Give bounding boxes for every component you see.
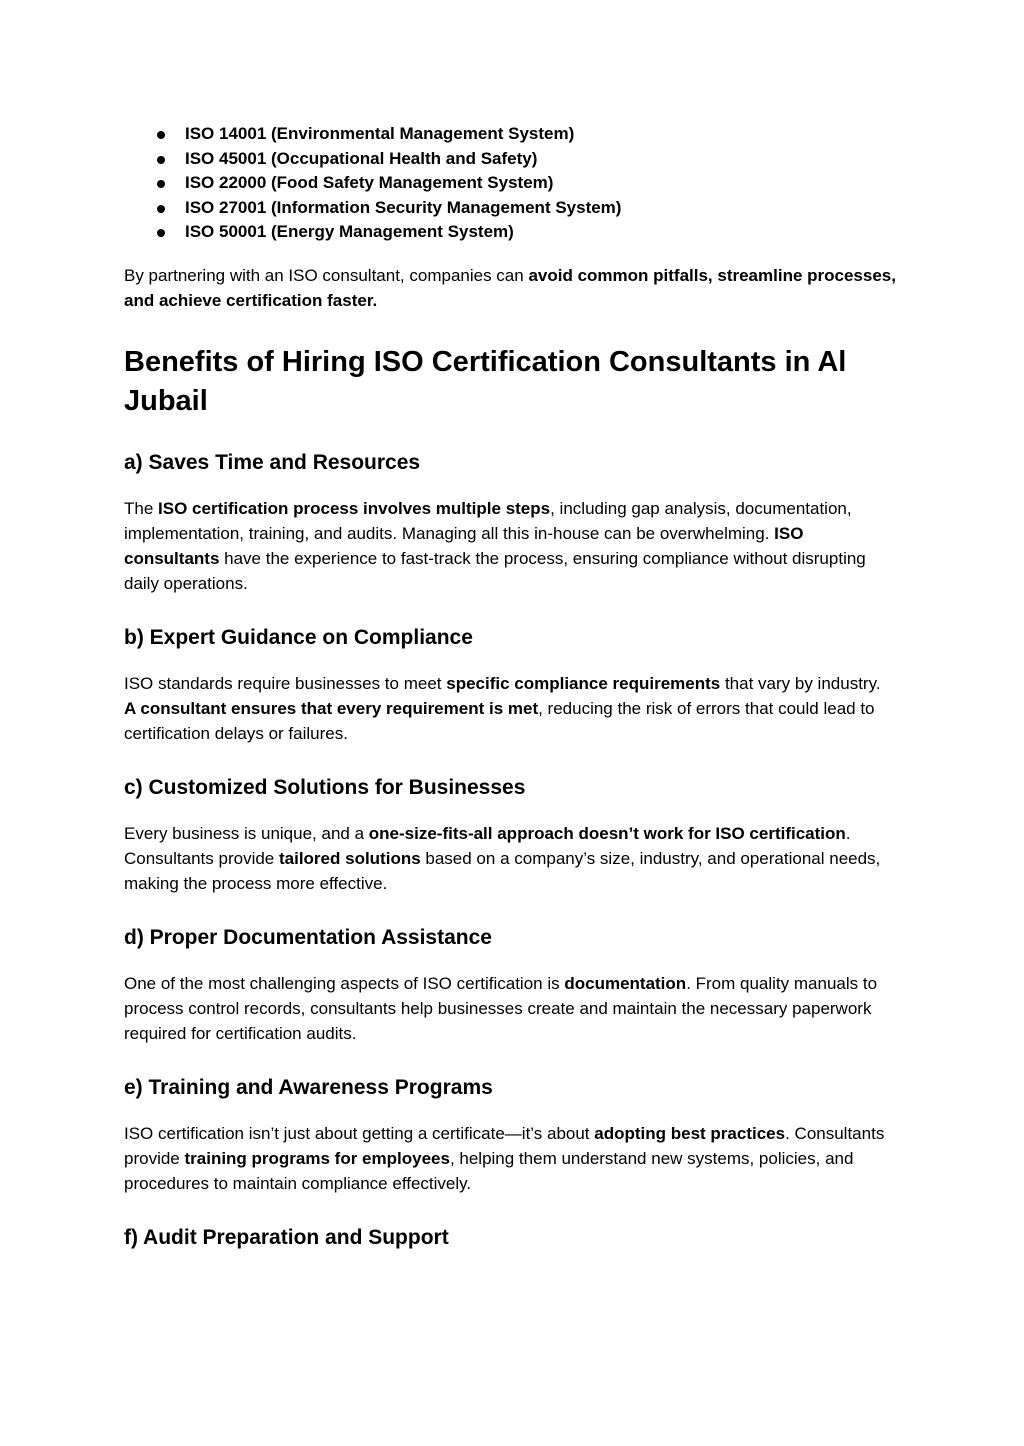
bullet-icon — [157, 156, 165, 164]
bullet-icon — [157, 180, 165, 188]
section-heading: c) Customized Solutions for Businesses — [124, 776, 526, 799]
section-heading: f) Audit Preparation and Support — [124, 1226, 449, 1249]
bullet-icon — [157, 205, 165, 213]
list-item: ISO 22000 (Food Safety Management System) — [124, 171, 896, 196]
bullet-icon — [157, 229, 165, 237]
bullet-icon — [157, 131, 165, 139]
list-item: ISO 45001 (Occupational Health and Safety) — [124, 147, 896, 172]
section-heading: a) Saves Time and Resources — [124, 451, 421, 474]
section-paragraph: Every business is unique, and a one-size-fits-all approach doesn’t work for ISO certification. Consultants provide tailored solutions based on a company’s size, industry, and operational needs, making the process more effective. — [124, 824, 881, 893]
section-heading: b) Expert Guidance on Compliance — [124, 626, 473, 649]
intro-paragraph: By partnering with an ISO consultant, companies can avoid common pitfalls, streamline processes, and achieve certification faster. — [124, 266, 896, 310]
list-item: ISO 14001 (Environmental Management System) — [124, 122, 896, 147]
page-title: Benefits of Hiring ISO Certification Consultants in Al Jubail — [124, 346, 847, 417]
section-heading: d) Proper Documentation Assistance — [124, 926, 492, 949]
list-item: ISO 50001 (Energy Management System) — [124, 220, 896, 245]
section-paragraph: The ISO certification process involves multiple steps, including gap analysis, documentation, implementation, training, and audits. Managing all this in-house can be overwhelming. ISO consultants have the experience to fast-track the process, ensuring compliance without disrupting daily operations. — [124, 499, 866, 593]
iso-standards-list — [124, 122, 896, 245]
list-item: ISO 27001 (Information Security Management System) — [124, 196, 896, 221]
section-heading: e) Training and Awareness Programs — [124, 1076, 493, 1099]
section-paragraph: ISO certification isn’t just about getting a certificate—it’s about adopting best practices. Consultants provide training programs for employees, helping them understand new systems, policies, and procedures to maintain compliance effectively. — [124, 1124, 885, 1193]
section-paragraph: ISO standards require businesses to meet specific compliance requirements that vary by industry. A consultant ensures that every requirement is met, reducing the risk of errors that could lead to certification delays or failures. — [124, 674, 881, 743]
section-paragraph: One of the most challenging aspects of ISO certification is documentation. From quality manuals to process control records, consultants help businesses create and maintain the necessary paperwork required for certification audits. — [124, 974, 878, 1043]
